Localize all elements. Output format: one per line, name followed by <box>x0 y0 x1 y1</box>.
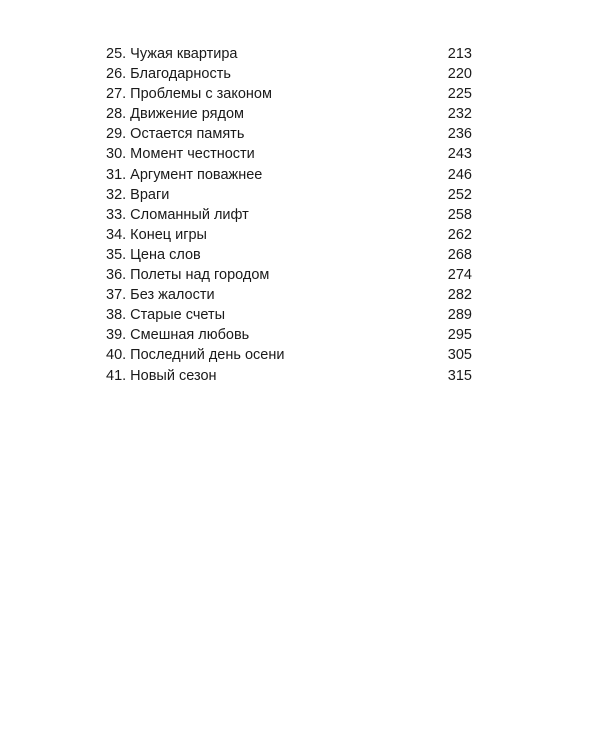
toc-entry-35 <box>106 245 472 265</box>
toc-entry-title: 30. Момент честности <box>106 146 255 163</box>
toc-entry-40 <box>106 345 472 365</box>
toc-entry-page: 252 <box>447 186 472 203</box>
toc-entry-title: 29. Остается память <box>106 126 245 143</box>
toc-entry-title: 39. Смешная любовь <box>106 327 250 344</box>
toc-entry-36 <box>106 265 472 285</box>
toc-entry-title: 26. Благодарность <box>106 66 231 83</box>
toc-entry-title: 40. Последний день осени <box>106 347 285 364</box>
table-of-contents <box>106 44 472 386</box>
toc-entry-41 <box>106 366 472 386</box>
toc-entry-37 <box>106 285 472 305</box>
toc-entry-34 <box>106 225 472 245</box>
toc-entry-title: 25. Чужая квартира <box>106 46 238 62</box>
toc-entry-25 <box>106 44 472 64</box>
toc-entry-page: 243 <box>447 146 472 163</box>
toc-entry-29 <box>106 124 472 144</box>
toc-entry-33 <box>106 205 472 225</box>
toc-entry-page: 282 <box>447 287 472 304</box>
toc-entry-page: 236 <box>447 126 472 143</box>
toc-entry-page: 315 <box>447 367 472 384</box>
toc-entry-title: 38. Старые счеты <box>106 307 226 324</box>
toc-entry-page: 268 <box>447 246 472 263</box>
toc-entry-page: 213 <box>447 46 472 62</box>
toc-entry-title: 28. Движение рядом <box>106 106 245 123</box>
toc-entry-27 <box>106 84 472 104</box>
toc-entry-title: 31. Аргумент поважнее <box>106 166 263 183</box>
toc-entry-39 <box>106 325 472 345</box>
toc-entry-31 <box>106 165 472 185</box>
toc-entry-title: 32. Враги <box>106 186 170 203</box>
toc-entry-page: 262 <box>447 226 472 243</box>
toc-entry-page: 295 <box>447 327 472 344</box>
toc-entry-32 <box>106 185 472 205</box>
toc-entry-30 <box>106 144 472 164</box>
toc-entry-26 <box>106 64 472 84</box>
toc-entry-title: 37. Без жалости <box>106 287 215 304</box>
toc-entry-page: 225 <box>447 86 472 103</box>
toc-entry-title: 27. Проблемы с законом <box>106 86 272 103</box>
toc-entry-title: 34. Конец игры <box>106 226 207 243</box>
toc-entry-page: 289 <box>447 307 472 324</box>
toc-entry-title: 33. Сломанный лифт <box>106 206 249 223</box>
toc-entry-page: 232 <box>447 106 472 123</box>
toc-entry-38 <box>106 305 472 325</box>
toc-entry-page: 220 <box>447 66 472 83</box>
toc-entry-page: 246 <box>447 166 472 183</box>
toc-entry-title: 41. Новый сезон <box>106 367 217 384</box>
toc-entry-title: 36. Полеты над городом <box>106 267 270 284</box>
toc-entry-page: 258 <box>447 206 472 223</box>
toc-entry-page: 305 <box>447 347 472 364</box>
toc-entry-title: 35. Цена слов <box>106 246 201 263</box>
toc-entry-page: 274 <box>447 267 472 284</box>
toc-entry-28 <box>106 104 472 124</box>
